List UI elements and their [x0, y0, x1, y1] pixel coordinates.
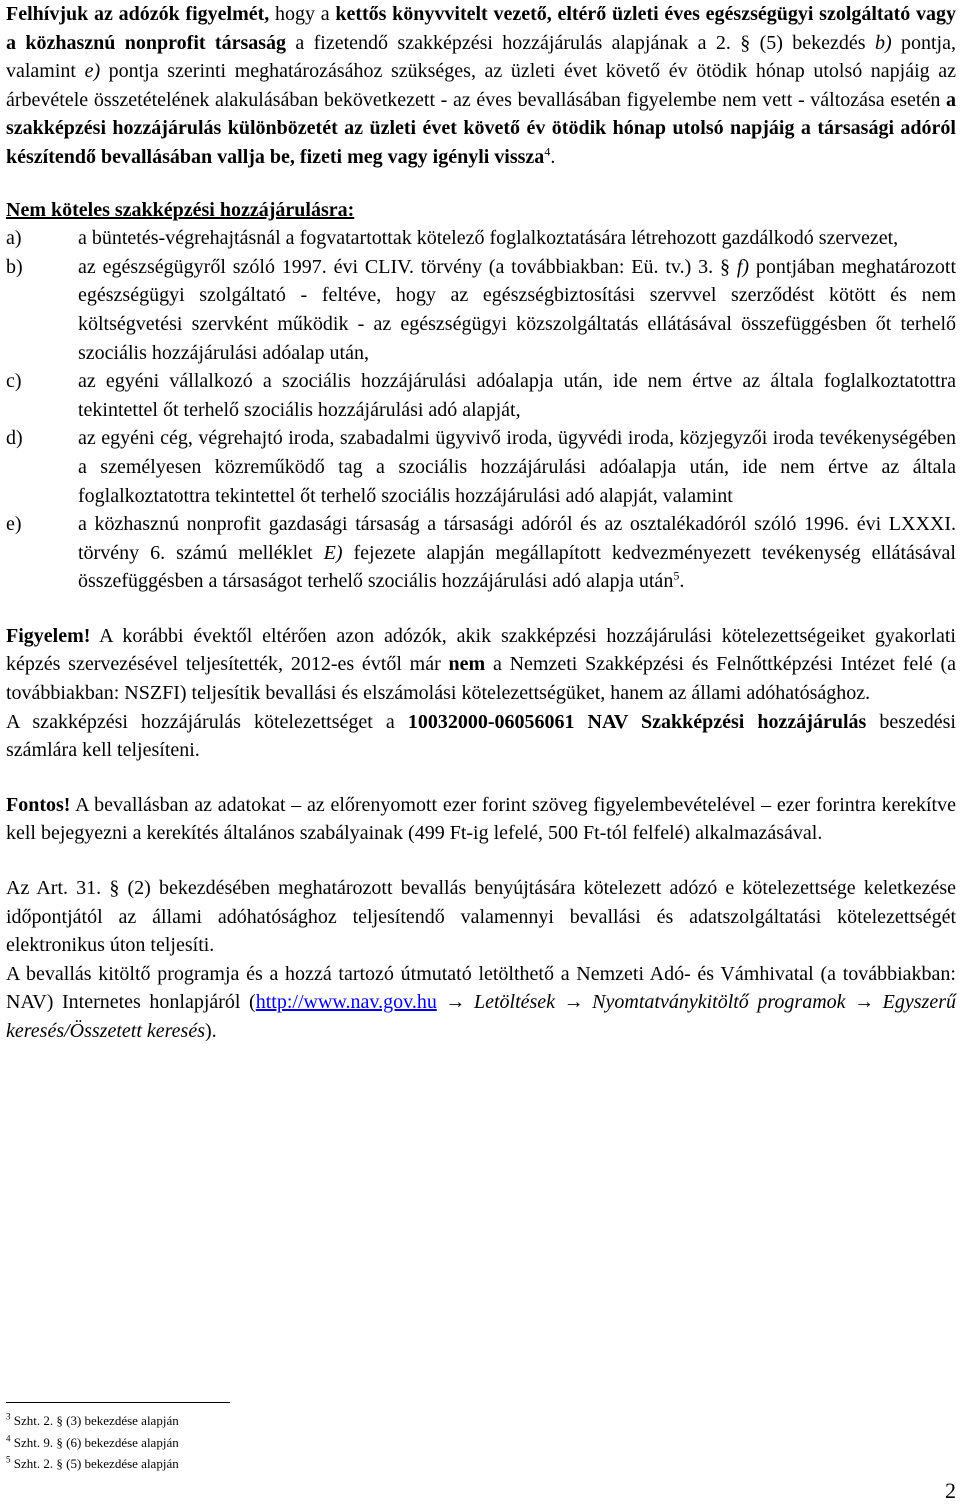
footnote: $^5$ Szht. 2. § (5) bekezdése alapján: [6, 1454, 179, 1471]
footnote: $^3$ Szht. 2. § (3) bekezdése alapján: [6, 1411, 179, 1428]
document-body: [6, 0, 956, 1046]
attention-paragraph: Figyelem! A korábbi évektől eltérően azon adózók, akik szakképzési hozzájárulási kötelezettségeiket gyakorlati képzés szervezésével teljesítették, 2012-es évtől már nem a Nemzeti Szakképzési és Felnőttképzési Intézet felé (a továbbiakban: NSZFI) teljesítik bevallási és elszámolási kötelezettségüket, hanem az állami adóhatósághoz.: [6, 624, 956, 705]
list-label: e): [6, 513, 22, 536]
footnote-divider: [6, 1402, 230, 1403]
intro-subjects: kettős könyvvitelt vezető, eltérő üzleti éves egészségügyi szolgáltató vagy a közhasznú nonprofit társaság: [6, 3, 956, 54]
intro-text: hogy a: [269, 3, 336, 25]
account-paragraph: A szakképzési hozzájárulás kötelezettséget a 10032000-06056061 NAV Szakképzési hozzájárulás beszedési számlára kell teljesíteni.: [6, 710, 956, 762]
list-text: az egyéni vállalkozó a szociális hozzájárulási adóalapja után, ide nem értve az általa foglalkoztatottra tekintettel őt terhelő szociális hozzájárulási adó alapját,: [78, 370, 956, 421]
list-item: [6, 367, 956, 424]
footnote: $^4$ Szht. 9. § (6) bekezdése alapján: [6, 1433, 179, 1450]
list-item: [6, 510, 956, 596]
footnotes: [6, 1410, 179, 1475]
download-paragraph: A bevallás kitöltő programja és a hozzá tartozó útmutató letölthető a Nemzeti Adó- és Vámhivatal (a továbbiakban: NAV) Internetes honlapjáról (http://www.nav.gov.hu → Letöltések → Nyomtatványkitöltő programok → Egyszerű keresés/Összetett keresés).: [6, 962, 956, 1042]
important-paragraph: Fontos! A bevallásban az adatokat – az előrenyomott ezer forint szöveg figyelembevételével – ezer forintra kerekítve kell bejegyezni a kerekítés általános szabályainak (499 Ft-ig lefelé, 500 Ft-tól felfelé) alkalmazásával.: [6, 793, 956, 845]
footnote-ref: 4: [544, 144, 551, 159]
download-path: Letöltések → Nyomtatványkitöltő programok → Egyszerű keresés/Összetett keresés: [6, 991, 956, 1042]
important-label: Fontos!: [6, 793, 71, 816]
list-label: c): [6, 370, 22, 393]
list-text: az egészségügyről szóló 1997. évi CLIV. törvény (a továbbiakban: Eü. tv.) 3. § f) pontjában meghatározott egészségügyi szolgáltató - feltéve, hogy az egészségbiztosítási szervvel szerződést kötött és nem költségvetési szervként működik - az egészségügyi közszolgáltatás ellátásával összefüggésben őt terhelő szociális hozzájárulási adóalap után,: [78, 255, 956, 364]
page-number: 2: [945, 1478, 956, 1503]
intro-lead: Felhívjuk az adózók figyelmét,: [6, 3, 270, 25]
point-ref: E): [323, 541, 343, 564]
attention-label: Figyelem!: [6, 624, 91, 647]
list-label: a): [6, 227, 22, 250]
list-label: d): [6, 427, 23, 450]
list-text: a közhasznú nonprofit gazdasági társaság a társasági adóról és az osztalékadóról szóló 1996. évi LXXXI. törvény 6. számú melléklet E) fejezete alapján megállapított kedvezményezett tevékenység ellátásával összefüggésben a társaságot terhelő szociális hozzájárulási adó alapja után$^5$.: [78, 513, 956, 593]
intro-text: pontja szerinti meghatározásához szükséges, az üzleti évet követő év ötödik hónap utolsó napjáig az árbevétele összetételének alakulásában bekövetkezett - az éves bevallásában figyelembe nem vett - változása esetén: [6, 60, 956, 111]
list-item: [6, 253, 956, 367]
intro-obligation: a szakképzési hozzájárulás különbözetét az üzleti évet követő év ötödik hónap utolsó napjáig a társasági adóról készítendő bevallásában vallja be, fizeti meg vagy igényli vissza: [6, 88, 956, 168]
list-item: [6, 424, 956, 510]
intro-end: .: [550, 145, 556, 168]
intro-text: pontja, valamint: [6, 31, 956, 83]
footnote-ref: 5: [673, 568, 680, 583]
point-ref: e): [84, 60, 101, 83]
list-item: [6, 224, 956, 253]
not-liable-heading: Nem köteles szakképzési hozzájárulásra:: [6, 198, 355, 221]
account-number: 10032000-06056061 NAV Szakképzési hozzájárulás: [407, 710, 867, 733]
list-text: a büntetés-végrehajtásnál a fogvatartottak kötelező foglalkoztatására létrehozott gazdálkodó szervezet,: [78, 227, 899, 250]
point-ref: f): [736, 255, 750, 278]
art31-paragraph: Az Art. 31. § (2) bekezdésében meghatározott bevallás benyújtására kötelezett adózó e kötelezettsége keletkezése időpontjától az állami adóhatósághoz teljesítendő valamennyi bevallási és adatszolgáltatási kötelezettségét elektronikus úton teljesíti.: [6, 877, 956, 957]
emphasis-not: nem: [448, 653, 486, 676]
list-label: b): [6, 255, 23, 278]
intro-paragraph: [6, 0, 956, 172]
point-ref: b): [874, 31, 892, 54]
nav-website-link[interactable]: http://www.nav.gov.hu: [255, 991, 437, 1014]
intro-text: a fizetendő szakképzési hozzájárulás alapjának a 2. § (5) bekezdés: [286, 31, 875, 54]
list-text: az egyéni cég, végrehajtó iroda, szabadalmi ügyvivő iroda, ügyvédi iroda, közjegyzői iroda tevékenységében a személyesen közreműködő tag a szociális hozzájárulási adóalapja után, ide nem értve az általa foglalkoztatottra tekintettel őt terhelő szociális hozzájárulási adó alapját, valamint: [78, 427, 956, 507]
